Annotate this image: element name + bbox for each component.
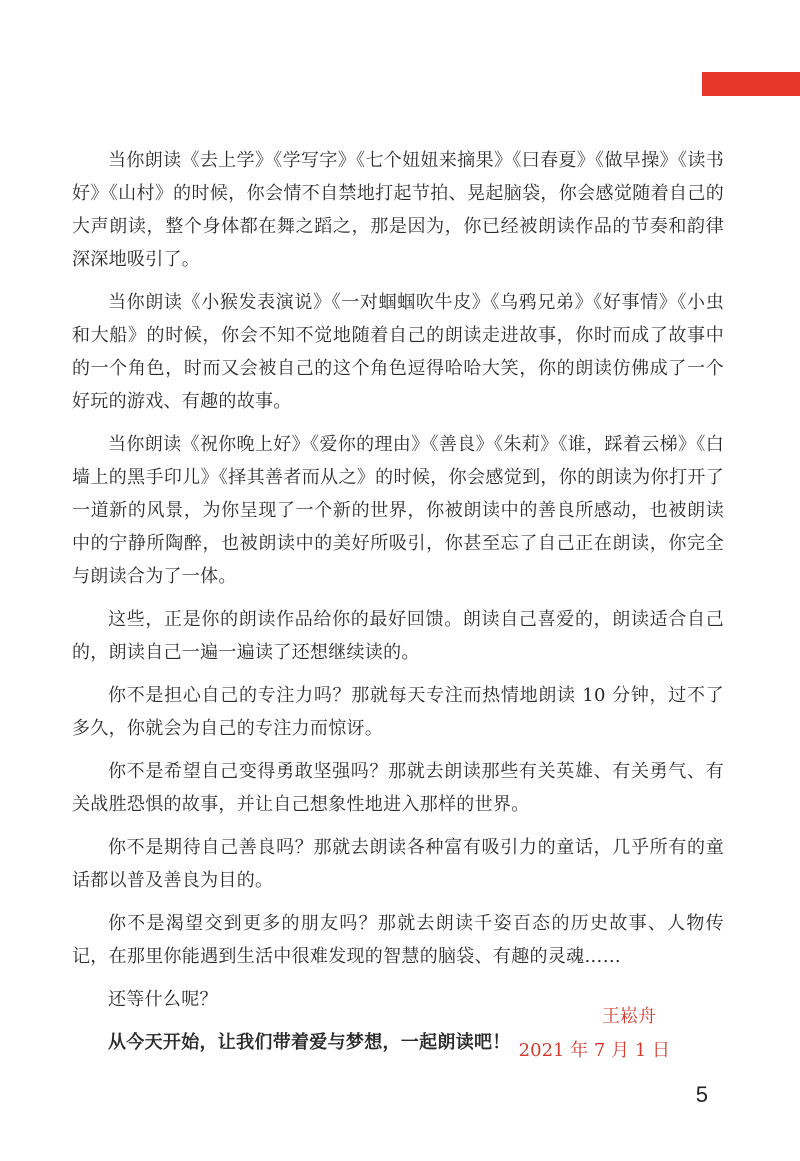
- closing-line: 从今天开始，让我们带着爱与梦想，一起朗读吧！: [108, 1032, 511, 1053]
- paragraph-4: 这些，正是你的朗读作品给你的最好回馈。朗读自己喜爱的，朗读适合自己的，朗读自己一遍一遍读了还想继续读的。: [72, 609, 724, 663]
- page-number: 5: [695, 1082, 708, 1107]
- paragraph-2: 当你朗读《小猴发表演说》《一对蝈蝈吹牛皮》《乌鸦兄弟》《好事情》《小虫和大船》的时候，你会不知不觉地随着自己的朗读走进故事，你时而成了故事中的一个角色，时而又会被自己的这个角色逗得哈哈大笑，你的朗读仿佛成了一个好玩的游戏、有趣的故事。: [72, 292, 724, 412]
- paragraph-5: 你不是担心自己的专注力吗？那就每天专注而热情地朗读 10 分钟，过不了多久，你就会为自己的专注力而惊讶。: [72, 685, 724, 739]
- signature: [519, 1000, 670, 1068]
- body-text: [72, 144, 724, 1069]
- paragraph-1: 当你朗读《去上学》《学写字》《七个妞妞来摘果》《曰春夏》《做早操》《读书好》《山村》的时候，你会情不自禁地打起节拍、晃起脑袋，你会感觉随着自己的大声朗读，整个身体都在舞之蹈之，那是因为，你已经被朗读作品的节奏和韵律深深地吸引了。: [72, 150, 724, 270]
- paragraph-3: 当你朗读《祝你晚上好》《爱你的理由》《善良》《朱莉》《谁，踩着云梯》《白墙上的黑手印儿》《择其善者而从之》的时候，你会感觉到，你的朗读为你打开了一道新的风景，为你呈现了一个新的世界，你被朗读中的善良所感动，也被朗读中的宁静所陶醉，也被朗读中的美好所吸引，你甚至忘了自己正在朗读，你完全与朗读合为了一体。: [72, 434, 724, 587]
- corner-accent-bar: [702, 72, 800, 96]
- paragraph-7: 你不是期待自己善良吗？那就去朗读各种富有吸引力的童话，几乎所有的童话都以普及善良为目的。: [72, 837, 724, 891]
- paragraph-9: 还等什么呢？: [108, 989, 218, 1010]
- paragraph-8: 你不是渴望交到更多的朋友吗？那就去朗读千姿百态的历史故事、人物传记，在那里你能遇到生活中很难发现的智慧的脑袋、有趣的灵魂……: [72, 913, 724, 967]
- paragraph-6: 你不是希望自己变得勇敢坚强吗？那就去朗读那些有关英雄、有关勇气、有关战胜恐惧的故事，并让自己想象性地进入那样的世界。: [72, 761, 724, 815]
- signature-date: 2021 年 7 月 1 日: [518, 1040, 670, 1061]
- author-name: 王崧舟: [602, 1006, 656, 1027]
